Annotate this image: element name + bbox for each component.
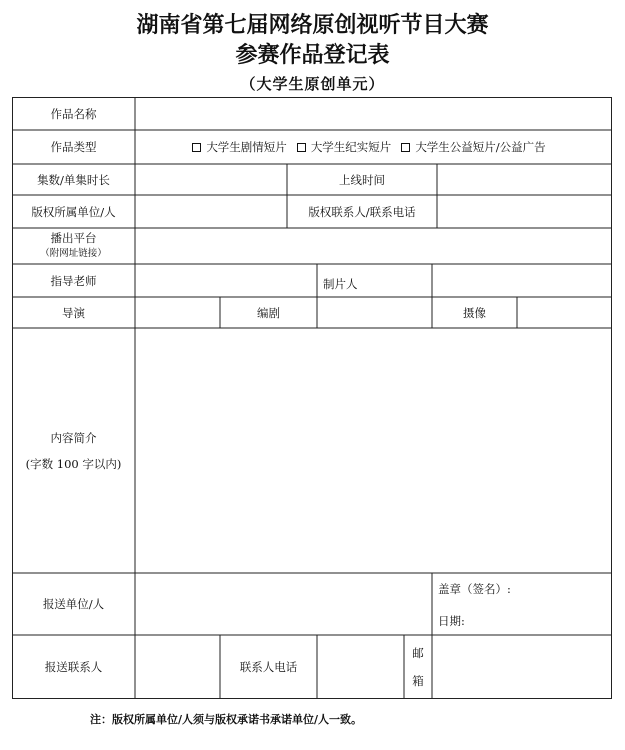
submit-contact-field[interactable] — [136, 636, 220, 698]
online-time-label: 上线时间 — [339, 172, 385, 187]
mailbox-label-char-2: 箱 — [412, 674, 424, 688]
work-type-options — [136, 130, 612, 164]
unit-subtitle: （大学生原创单元） — [240, 75, 385, 93]
contact-phone-field[interactable] — [318, 636, 404, 698]
work-type-option-public-welfare[interactable]: 大学生公益短片/公益广告 — [401, 139, 545, 155]
work-type-label: 作品类型 — [50, 140, 97, 154]
form-subtitle-main: 参赛作品登记表 — [235, 43, 390, 68]
platform-label-group — [12, 228, 135, 264]
mailbox-label — [404, 635, 432, 699]
advisor-field[interactable] — [136, 265, 316, 297]
checkbox-icon — [192, 143, 201, 152]
screenwriter-field[interactable] — [318, 298, 432, 328]
episodes-field[interactable] — [136, 165, 286, 195]
work-type-option-drama[interactable]: 大学生剧情短片 — [192, 139, 287, 155]
summary-field[interactable] — [136, 329, 611, 573]
submitter-label: 报送单位/人 — [42, 597, 105, 611]
footnote: 注：版权所属单位/人须与版权承诺书承诺单位/人一致。 — [90, 713, 363, 726]
work-name-field[interactable] — [136, 98, 611, 130]
producer-field[interactable] — [433, 265, 611, 297]
copyright-owner-label: 版权所属单位/人 — [31, 204, 116, 219]
director-field[interactable] — [136, 298, 220, 328]
work-type-option-documentary[interactable]: 大学生纪实短片 — [297, 139, 392, 155]
summary-note: (字数 100 字以内) — [25, 456, 122, 471]
submitter-field[interactable] — [136, 574, 432, 635]
cameraman-field[interactable] — [518, 298, 611, 328]
registration-form-table — [12, 97, 612, 699]
cameraman-label: 摄像 — [463, 305, 486, 320]
mailbox-label-char-1: 邮 — [412, 646, 424, 660]
platform-label: 播出平台 — [50, 231, 97, 245]
screenwriter-label: 编剧 — [257, 305, 280, 320]
summary-label-group — [12, 328, 135, 573]
advisor-label: 指导老师 — [50, 273, 97, 288]
director-label: 导演 — [62, 305, 85, 320]
contact-phone-label: 联系人电话 — [239, 660, 298, 674]
form-title: 湖南省第七届网络原创视听节目大赛 — [136, 13, 489, 38]
checkbox-icon — [297, 143, 306, 152]
platform-field[interactable] — [136, 229, 611, 264]
copyright-owner-field[interactable] — [136, 196, 286, 228]
summary-label: 内容简介 — [50, 430, 97, 445]
mailbox-field[interactable] — [433, 636, 611, 698]
copyright-contact-field[interactable] — [438, 196, 611, 228]
online-time-field[interactable] — [438, 165, 611, 195]
seal-label: 盖章（签名）: — [438, 582, 511, 596]
work-name-label: 作品名称 — [50, 106, 97, 121]
copyright-contact-label: 版权联系人/联系电话 — [308, 204, 416, 219]
date-label: 日期: — [438, 614, 465, 628]
platform-note: （附网址链接） — [40, 248, 107, 259]
checkbox-icon — [401, 143, 410, 152]
submit-contact-label: 报送联系人 — [44, 660, 103, 674]
producer-label: 制片人 — [323, 276, 358, 291]
episodes-label: 集数/单集时长 — [37, 172, 110, 187]
